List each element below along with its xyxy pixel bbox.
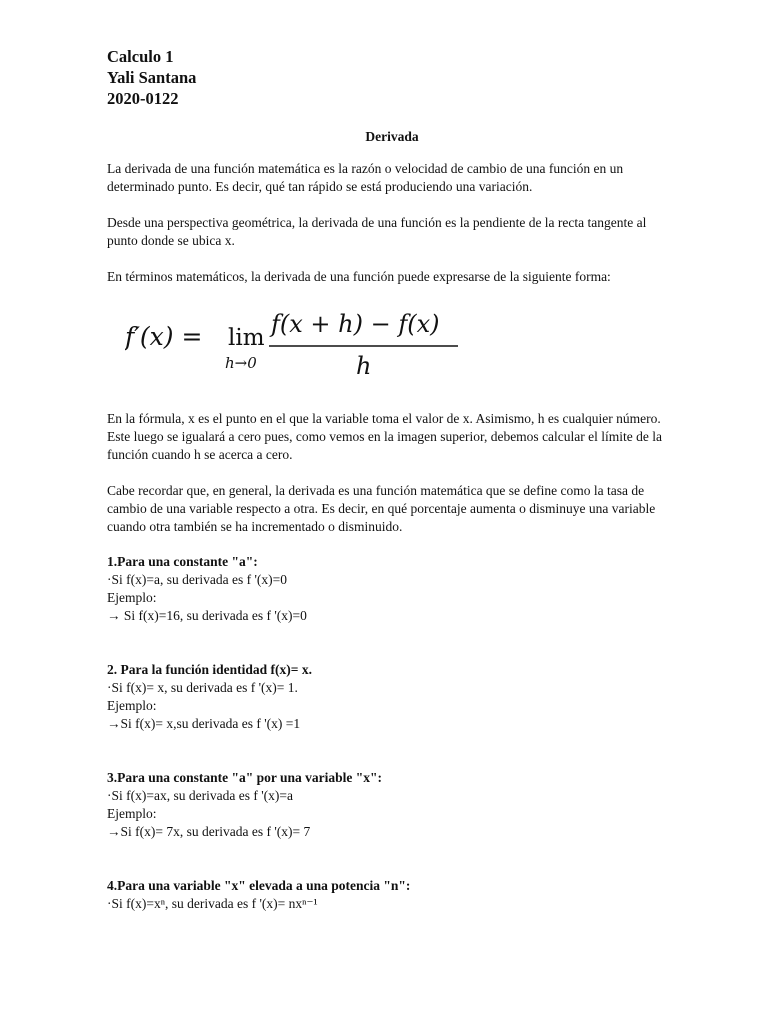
derivative-formula	[125, 308, 677, 384]
course-name: Calculo 1	[107, 47, 174, 66]
formula-lhs: f′(x) =	[125, 322, 203, 351]
formula-svg	[125, 308, 485, 384]
paragraph-formula-explanation: En la fórmula, x es el punto en el que la variable toma el valor de x. Asimismo, h es cualquier número. Este luego se igualará a cero pues, como vemos en la imagen superior, debemos calcular el límite de la función cuando h se acerca a cero.	[107, 411, 663, 462]
rule-title: 4.Para una variable "x" elevada a una potencia "n":	[107, 878, 411, 893]
paragraph-definition: La derivada de una función matemática es la razón o velocidad de cambio de una función en un determinado punto. Es decir, qué tan rápido se está produciendo una variación.	[107, 161, 624, 194]
paragraph-mathematical: En términos matemáticos, la derivada de una función puede expresarse de la siguiente forma:	[107, 269, 611, 284]
rule-title: 2. Para la función identidad f(x)= x.	[107, 662, 312, 677]
paragraph-rate-of-change: Cabe recordar que, en general, la derivada es una función matemática que se define como la tasa de cambio de una variable respecto a otra. Es decir, en qué porcentaje aumenta o disminuye una variable cuando otra también se ha incrementado o disminuido.	[107, 483, 656, 534]
rule-title: 1.Para una constante "a":	[107, 554, 258, 569]
formula-lim-subscript: h→0	[225, 354, 257, 372]
document-title: Derivada	[365, 129, 419, 144]
rule-title: 3.Para una constante "a" por una variable "x":	[107, 770, 382, 785]
rule-example: → Si f(x)=16, su derivada es f '(x)=0	[107, 608, 307, 623]
rule-statement: ·Si f(x)=xⁿ, su derivada es f '(x)= nxⁿ⁻¹	[107, 896, 318, 911]
example-label: Ejemplo:	[107, 590, 157, 605]
student-name: Yali Santana	[107, 68, 197, 87]
formula-lim: lim	[228, 325, 265, 351]
paragraph-geometric: Desde una perspectiva geométrica, la derivada de una función es la pendiente de la recta tangente al punto donde se ubica x.	[107, 215, 647, 248]
document-page	[107, 46, 677, 913]
rule-statement: ·Si f(x)= x, su derivada es f '(x)= 1.	[107, 680, 298, 695]
rule-power	[107, 877, 677, 913]
rule-identity	[107, 661, 677, 733]
rule-example: →Si f(x)= 7x, su derivada es f '(x)= 7	[107, 824, 311, 839]
student-id: 2020-0122	[107, 89, 179, 108]
formula-denominator: h	[356, 352, 372, 380]
rule-constant	[107, 553, 677, 625]
example-label: Ejemplo:	[107, 806, 157, 821]
formula-numerator: f(x + h) − f(x)	[271, 310, 440, 338]
rule-statement: ·Si f(x)=a, su derivada es f '(x)=0	[107, 572, 287, 587]
rule-example: →Si f(x)= x,su derivada es f '(x) =1	[107, 716, 301, 731]
rule-constant-times-variable	[107, 769, 677, 841]
example-label: Ejemplo:	[107, 698, 157, 713]
rule-statement: ·Si f(x)=ax, su derivada es f '(x)=a	[107, 788, 293, 803]
